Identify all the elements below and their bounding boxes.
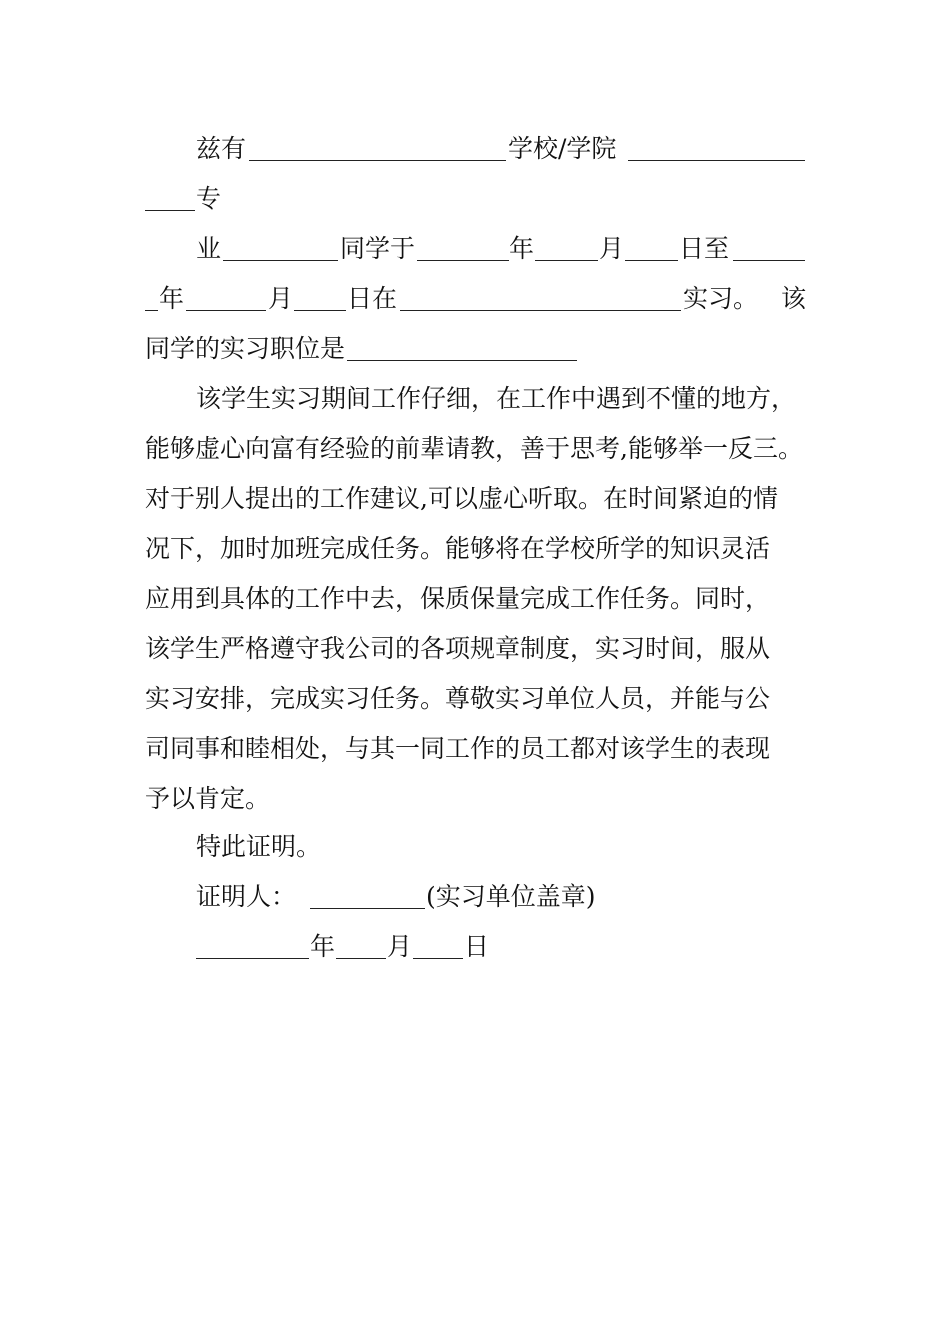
date-year-label: 年 bbox=[310, 932, 336, 961]
evaluation-text-2: 能够虚心向富有经验的前辈请教，善于思考,能够举一反三。 bbox=[145, 434, 803, 463]
seal-note: (实习单位盖章) bbox=[426, 882, 596, 911]
intro-line-4 bbox=[0, 274, 950, 324]
intro-line-5 bbox=[0, 324, 950, 374]
date-line bbox=[0, 922, 950, 972]
intro-text-shixi: 实习。 bbox=[683, 284, 759, 313]
intro-text-start-month: 月 bbox=[599, 234, 625, 263]
certifier-line bbox=[0, 872, 950, 922]
end-year-blank-part2[interactable] bbox=[145, 310, 158, 311]
evaluation-text-8: 司同事和睦相处，与其一同工作的员工都对该学生的表现 bbox=[145, 734, 771, 763]
sign-day-blank[interactable] bbox=[413, 958, 463, 959]
evaluation-line bbox=[0, 724, 950, 774]
student-name-blank[interactable] bbox=[223, 260, 338, 261]
evaluation-text-6: 该学生严格遵守我公司的各项规章制度，实习时间，服从 bbox=[145, 634, 771, 663]
evaluation-text-5: 应用到具体的工作中去，保质保量完成工作任务。同时， bbox=[145, 584, 771, 613]
certifier-label: 证明人： bbox=[196, 882, 297, 911]
intro-text-end-month: 月 bbox=[268, 284, 294, 313]
position-blank[interactable] bbox=[347, 360, 577, 361]
intro-text-zhuan: 专 bbox=[196, 184, 222, 213]
date-day-label: 日 bbox=[464, 932, 490, 961]
intro-text-tongxueyu: 同学于 bbox=[340, 234, 416, 263]
intro-text-position: 同学的实习职位是 bbox=[145, 334, 346, 363]
start-day-blank[interactable] bbox=[625, 260, 678, 261]
intro-text-ye: 业 bbox=[196, 234, 222, 263]
start-year-blank[interactable] bbox=[417, 260, 509, 261]
evaluation-line bbox=[0, 624, 950, 674]
evaluation-line bbox=[0, 774, 950, 824]
evaluation-line bbox=[0, 574, 950, 624]
college-name-blank[interactable] bbox=[628, 160, 805, 161]
intro-text-end-year: 年 bbox=[159, 284, 185, 313]
evaluation-text-3: 对于别人提出的工作建议,可以虚心听取。在时间紧迫的情 bbox=[145, 484, 778, 513]
intro-text-rizhi: 日至 bbox=[679, 234, 730, 263]
evaluation-line bbox=[0, 524, 950, 574]
evaluation-text-7: 实习安排，完成实习任务。尊敬实习单位人员，并能与公 bbox=[145, 684, 771, 713]
sign-month-blank[interactable] bbox=[336, 958, 386, 959]
intro-text-start-year: 年 bbox=[509, 234, 535, 263]
intro-line-3 bbox=[0, 224, 950, 274]
intro-text-ziyou: 兹有 bbox=[196, 134, 247, 163]
evaluation-text-1: 该学生实习期间工作仔细，在工作中遇到不懂的地方， bbox=[196, 384, 797, 413]
evaluation-line bbox=[0, 474, 950, 524]
school-name-blank[interactable] bbox=[249, 160, 506, 161]
intro-text-school: 学校/学院 bbox=[508, 134, 617, 163]
end-year-blank-part1[interactable] bbox=[733, 260, 805, 261]
date-month-label: 月 bbox=[387, 932, 413, 961]
major-name-blank[interactable] bbox=[145, 210, 195, 211]
closing-text: 特此证明。 bbox=[196, 832, 322, 861]
end-month-blank[interactable] bbox=[186, 310, 266, 311]
end-day-blank[interactable] bbox=[294, 310, 346, 311]
closing-line bbox=[0, 822, 950, 872]
intro-text-rizai: 日在 bbox=[347, 284, 398, 313]
evaluation-text-9: 予以肯定。 bbox=[145, 784, 271, 813]
intro-line-1 bbox=[0, 124, 950, 174]
intro-line-2 bbox=[0, 174, 950, 224]
intro-text-gai: 该 bbox=[781, 284, 807, 313]
sign-year-blank[interactable] bbox=[196, 958, 309, 959]
evaluation-line bbox=[0, 374, 950, 424]
certifier-name-blank[interactable] bbox=[310, 908, 425, 909]
start-month-blank[interactable] bbox=[535, 260, 598, 261]
evaluation-text-4: 况下，加时加班完成任务。能够将在学校所学的知识灵活 bbox=[145, 534, 771, 563]
evaluation-line bbox=[0, 424, 950, 474]
evaluation-line bbox=[0, 674, 950, 724]
internship-company-blank[interactable] bbox=[400, 310, 681, 311]
